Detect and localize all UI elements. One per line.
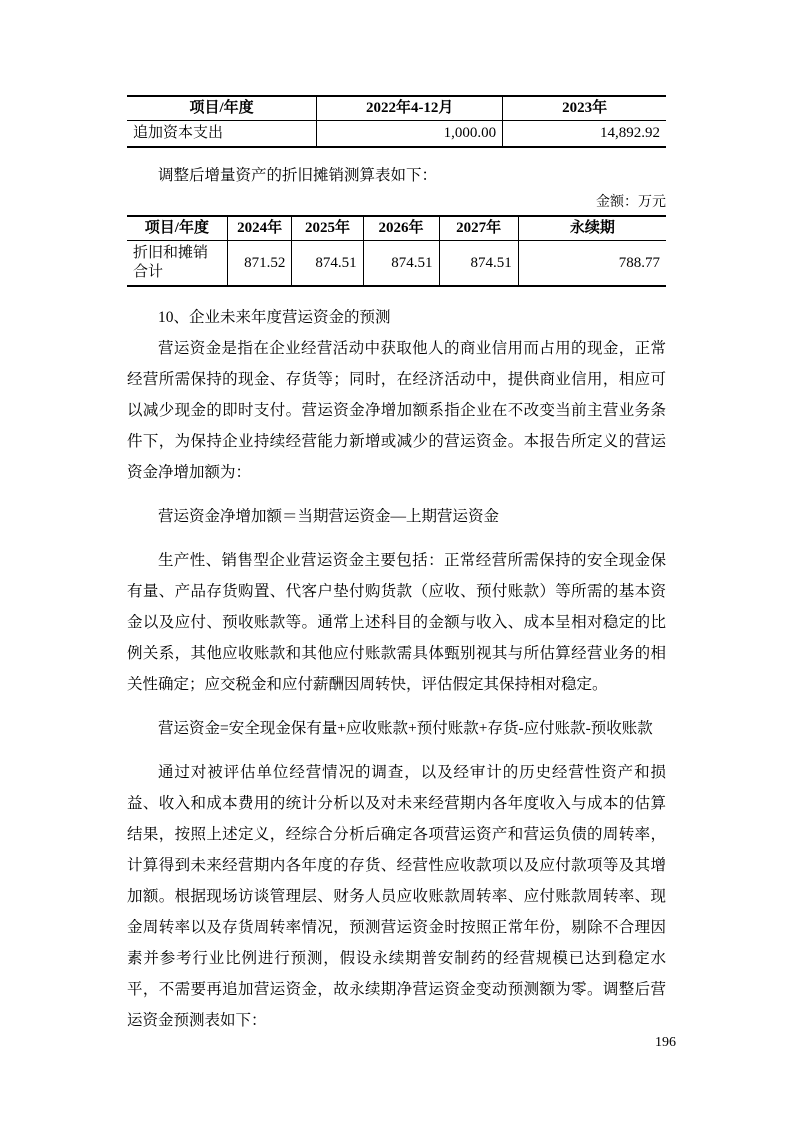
paragraph-working-capital-components: 生产性、销售型企业营运资金主要包括：正常经营所需保持的安全现金保有量、产品存货购置、代客户垫付购货款（应收、预付账款）等所需的基本资金以及应付、预收账款等。通常上述科目的金额与收入、成本呈相对稳定的比例关系，其他应收账款和其他应付账款需具体甄别视其与所估算经营业务的相关性确定；应交税金和应付薪酬因周转快，评估假定其保持相对稳定。 — [127, 552, 666, 693]
depreciation-table-row — [127, 241, 666, 287]
page-number: 196 — [655, 1035, 676, 1050]
paragraph-working-capital-definition: 营运资金是指在企业经营活动中获取他人的商业信用而占用的现金，正常经营所需保持的现金、存货等；同时，在经济活动中，提供商业信用，相应可以减少现金的即时支付。营运资金净增加额系指企业在不改变当前主营业务条件下，为保持企业持续经营能力新增或减少的营运资金。本报告所定义的营运资金净增加额为： — [127, 340, 666, 481]
dep-value-2026: 874.51 — [363, 241, 439, 287]
dep-value-2024: 871.52 — [227, 241, 292, 287]
dep-header-perpetual: 永续期 — [518, 216, 666, 241]
dep-header-2026: 2026年 — [363, 216, 439, 241]
formula-net-increase: 营运资金净增加额＝当期营运资金—上期营运资金 — [158, 508, 500, 525]
dep-header-2025: 2025年 — [292, 216, 363, 241]
depreciation-table-header-row — [127, 216, 666, 241]
unit-note: 金额：万元 — [596, 195, 666, 210]
dep-value-2025: 874.51 — [292, 241, 363, 287]
capex-table — [127, 95, 666, 148]
formula-working-capital: 营运资金=安全现金保有量+应收账款+预付账款+存货-应付账款-预收账款 — [158, 720, 653, 737]
dep-header-2024: 2024年 — [227, 216, 292, 241]
capex-header-2022: 2022年4-12月 — [317, 96, 503, 121]
section-heading: 10、企业未来年度营运资金的预测 — [158, 309, 391, 326]
dep-value-perpetual: 788.77 — [518, 241, 666, 287]
capex-header-item: 项目/年度 — [127, 96, 317, 121]
capex-value-2023: 14,892.92 — [503, 121, 666, 148]
table-caption-line: 调整后增量资产的折旧摊销测算表如下： — [158, 167, 438, 184]
dep-header-item: 项目/年度 — [127, 216, 227, 241]
page-content — [127, 95, 666, 1036]
capex-row-label: 追加资本支出 — [133, 125, 224, 141]
capex-table-header-row — [127, 96, 666, 121]
dep-row-label: 折旧和摊销合计 — [133, 245, 209, 280]
dep-value-2027: 874.51 — [439, 241, 518, 287]
paragraph-forecast-method: 通过对被评估单位经营情况的调查，以及经审计的历史经营性资产和损益、收入和成本费用的统计分析以及对未来经营期内各年度收入与成本的估算结果，按照上述定义，经综合分析后确定各项营运资产和营运负债的周转率，计算得到未来经营期内各年度的存货、经营性应收款项以及应付款项等及其增加额。根据现场访谈管理层、财务人员应收账款周转率、应付账款周转率、现金周转率以及存货周转率情况，预测营运资金时按照正常年份，剔除不合理因素并参考行业比例进行预测，假设永续期普安制药的经营规模已达到稳定水平，不需要再追加营运资金，故永续期净营运资金变动预测额为零。调整后营运资金预测表如下： — [127, 764, 666, 1029]
capex-header-2023: 2023年 — [503, 96, 666, 121]
capex-table-row — [127, 121, 666, 148]
depreciation-table — [127, 215, 666, 287]
dep-header-2027: 2027年 — [439, 216, 518, 241]
capex-value-2022: 1,000.00 — [317, 121, 503, 148]
